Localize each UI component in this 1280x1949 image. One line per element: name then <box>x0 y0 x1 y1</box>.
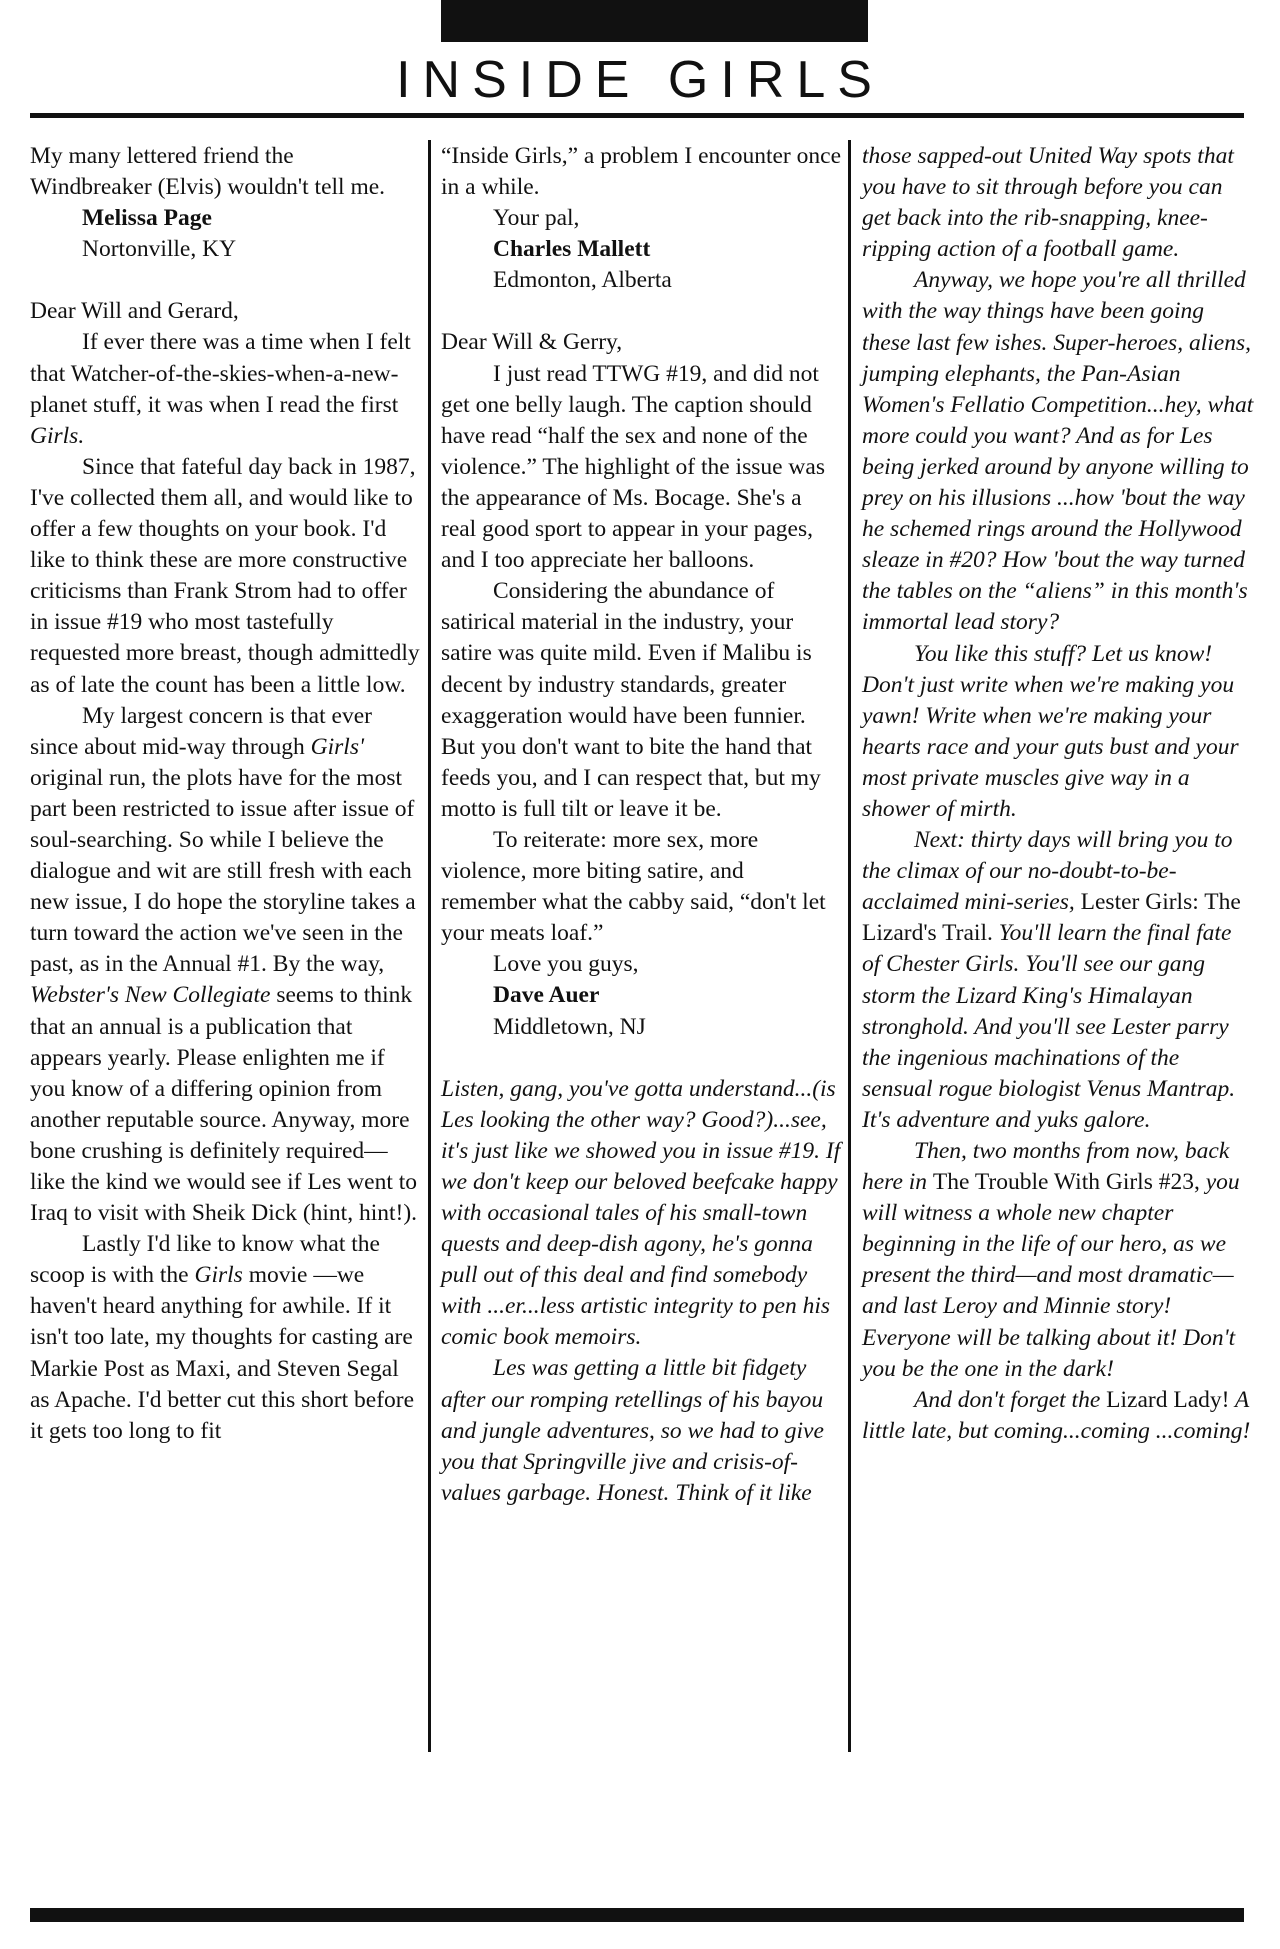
editor-reply: Les was getting a little bit fidgety after our romping retellings of his bayou and jungle adventures, so we had to give you that Springville jive and crisis-of-values garbage. Honest. Think of it like <box>441 1355 824 1506</box>
signature-place: Middletown, NJ <box>493 1013 646 1040</box>
letter-paragraph: Lastly I'd like to know what the scoop is with the Girls movie —we haven't heard anything for awhile. If it isn't too late, my thoughts for casting are Markie Post as Maxi, and Steven Segal as Apache. I'd better cut this short before it gets too long to fit <box>30 1231 415 1444</box>
closing: Love you guys, <box>493 951 639 978</box>
signature-place: Edmonton, Alberta <box>493 267 672 294</box>
page-title: INSIDE GIRLS <box>396 51 884 109</box>
letter-paragraph: I just read TTWG #19, and did not get one belly laugh. The caption should have read “half the sex and none of the violence.” The highlight of the issue was the appearance of Ms. Bocage. She's a real good sport to appear in your pages, and I too appreciate her balloons. <box>441 360 825 574</box>
column-2 <box>441 141 841 1509</box>
letter-paragraph: My largest concern is that ever since about mid-way through Girls' original run, the plots have for the most part been restricted to issue after issue of soul-searching. So while I believe the dialogue and wit are still fresh with each new issue, I do hope the storyline takes a turn toward the action we've seen in the past, as in the Annual #1. By the way, Webster's New Collegiate seems to think that an annual is a publication that appears yearly. Please enlighten me if you know of a differing opinion from another reputable source. Anyway, more bone crushing is definitely required—like the kind we would see if Les went to Iraq to visit with Sheik Dick (hint, hint!). <box>30 702 418 1227</box>
header-rule <box>30 113 1244 118</box>
column-divider <box>848 140 851 1752</box>
editor-reply: Listen, gang, you've gotta understand...(is Les looking the other way? Good?)...see, it's just like we showed you in issue #19. If we don't keep our beloved beefcake happy with occasional tales of his small-town quests and deep-dish agony, he's gonna pull out of this deal and find somebody with ...er...less artistic integrity to pen his comic book memoirs. <box>441 1075 841 1351</box>
column-divider <box>428 140 431 1752</box>
signature-name: Dave Auer <box>493 982 600 1009</box>
letter-paragraph: If ever there was a time when I felt that Watcher-of-the-skies-when-a-new-planet stuff, it was when I read the first Girls. <box>30 329 411 449</box>
editor-reply: Next: thirty days will bring you to the climax of our no-doubt-to-be-acclaimed mini-series, Lester Girls: The Lizard's Trail. You'll learn the final fate of Chester Girls. You'll see our gang storm the Lizard King's Himalayan stronghold. And you'll see Lester parry the ingenious machinations of the sensual rogue biologist Venus Mantrap. It's adventure and yuks galore. <box>862 827 1241 1133</box>
letter-paragraph: Considering the abundance of satirical material in the industry, your satire was quite mild. Even if Malibu is decent by industry standards, greater exaggeration would have been funnier. But you don't want to bite the hand that feeds you, and I can respect that, but my motto is full tilt or leave it be. <box>441 578 821 822</box>
letter-continuation: “Inside Girls,” a problem I encounter once in a while. <box>441 143 841 201</box>
editor-reply: Then, two months from now, back here in The Trouble With Girls #23, you will witness a whole new chapter beginning in the life of our hero, as we present the third—and most dramatic—and last Leroy and Minnie story! Everyone will be talking about it! Don't you be the one in the dark! <box>862 1138 1240 1382</box>
column-1 <box>30 141 420 1447</box>
column-3 <box>862 141 1254 1447</box>
letter-paragraph: To reiterate: more sex, more violence, more biting satire, and remember what the cabby said, “don't let your meats loaf.” <box>441 826 826 947</box>
editor-reply: You like this stuff? Let us know! Don't just write when we're making you yawn! Write when we're making your hearts race and your guts bust and your most private muscles give way in a shower of mirth. <box>862 640 1239 822</box>
letter-1-closing-text: My many lettered friend the Windbreaker (Elvis) wouldn't tell me. <box>30 143 386 201</box>
header-black-bar <box>441 0 868 42</box>
signature-name: Charles Mallett <box>493 236 651 263</box>
signature-name: Melissa Page <box>82 205 212 232</box>
closing: Your pal, <box>493 205 580 232</box>
footer-rule <box>30 1908 1244 1922</box>
signature-place: Nortonville, KY <box>82 236 237 263</box>
letter-paragraph: Since that fateful day back in 1987, I've collected them all, and would like to offer a few thoughts on your book. I'd like to think these are more constructive criticisms than Frank Strom had to offer in issue #19 who most tastefully requested more breast, though admittedly as of late the count has been a little low. <box>30 453 420 698</box>
salutation: Dear Will & Gerry, <box>441 329 623 356</box>
editor-reply: Anyway, we hope you're all thrilled with the way things have been going these last few ishes. Super-heroes, aliens, jumping elephants, the Pan-Asian Women's Fellatio Competition...hey, what more could you want? And as for Les being jerked around by anyone willing to prey on his illusions ...how 'bout the way he schemed rings around the Hollywood sleaze in #20? How 'bout the way turned the tables on the “aliens” in this month's immortal lead story? <box>862 267 1254 636</box>
editor-reply: And don't forget the Lizard Lady! A little late, but coming...coming ...coming! <box>862 1386 1251 1444</box>
editor-reply: those sapped-out United Way spots that you have to sit through before you can get back into the rib-snapping, knee-ripping action of a football game. <box>862 143 1234 263</box>
salutation: Dear Will and Gerard, <box>30 298 239 325</box>
